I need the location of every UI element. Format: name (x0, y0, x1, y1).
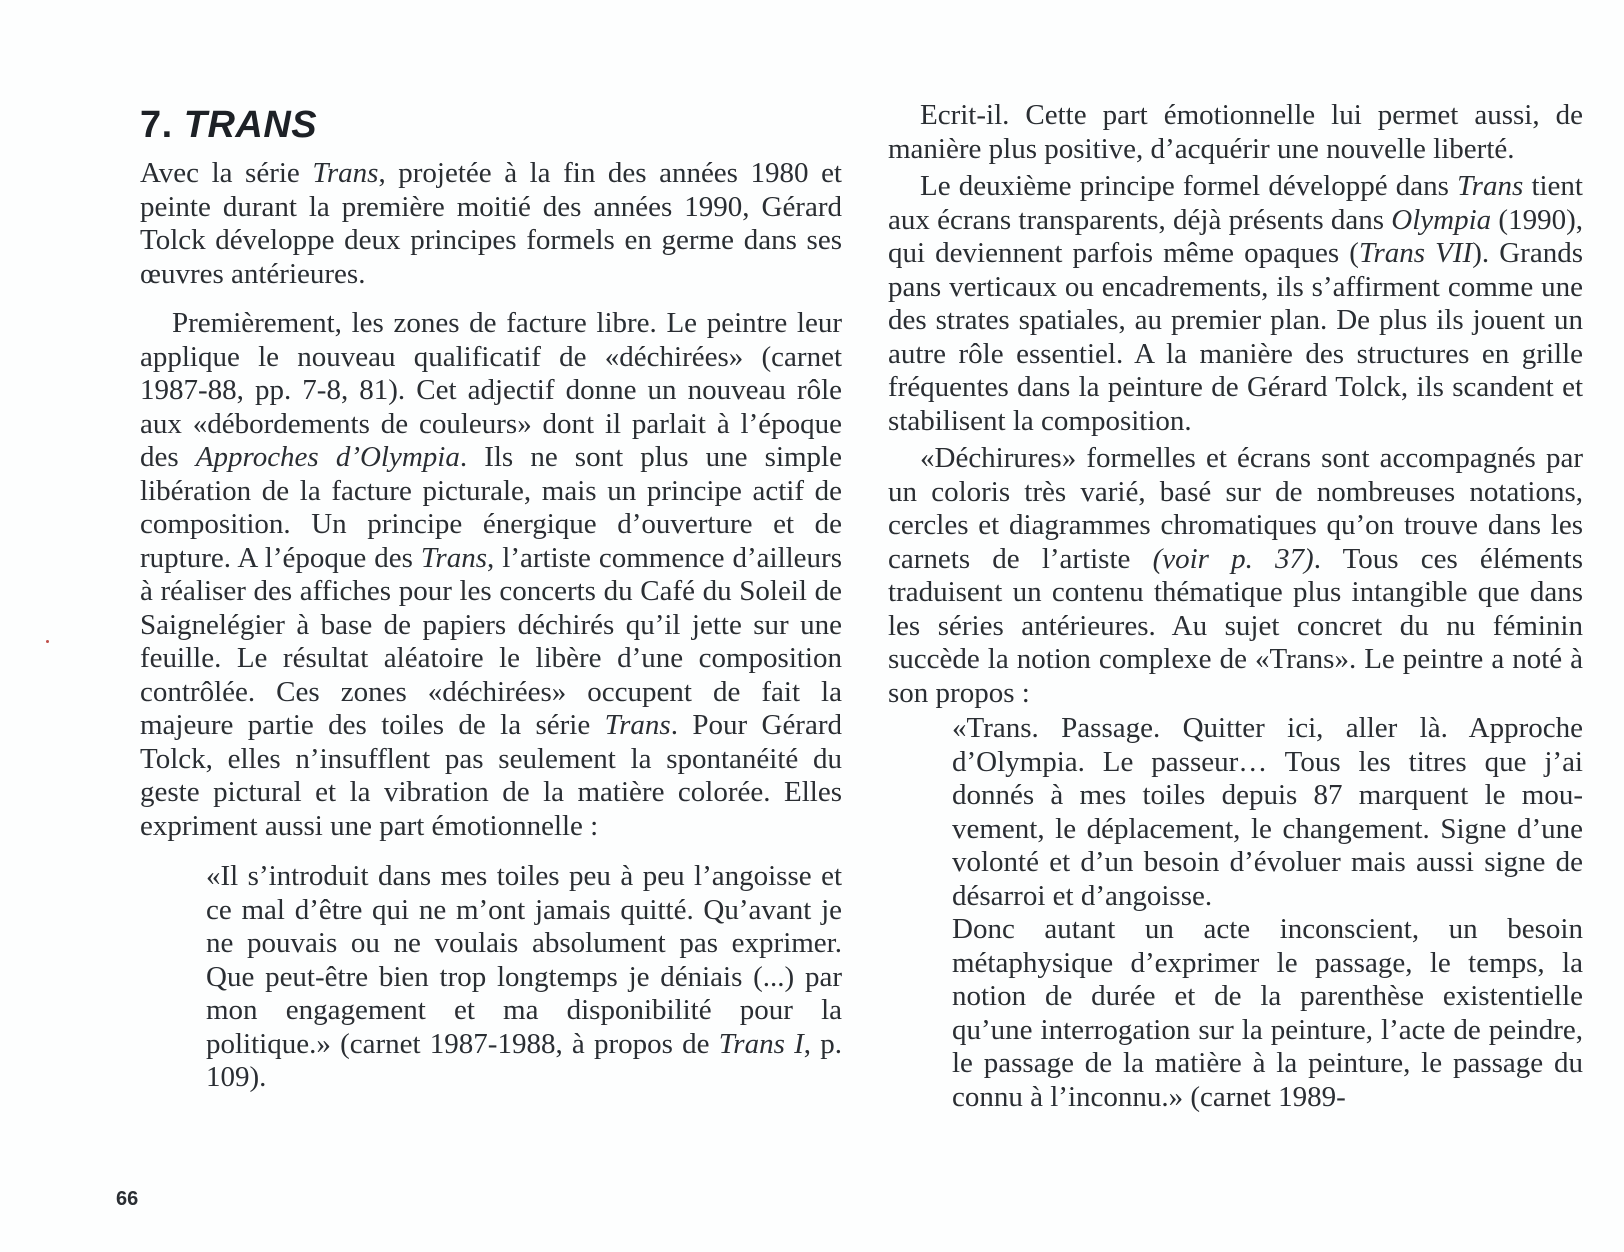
stray-ink-dot (46, 640, 49, 643)
right-paragraph-2: Le deuxième principe formel développé dans Trans tient aux écrans transparents, déjà présents dans Olympia (1990), qui deviennent parfois même opaques (Trans VII). Grands pans verticaux ou encadrements, ils s’affirment comme une des strates spatiales, au premier plan. De plus ils jouent un autre rôle essentiel. A la manière des structures en grille fréquentes dans la peinture de Gérard Tolck, ils scandent et stabilisent la composition. (888, 170, 1583, 437)
right-quote-2: Donc autant un acte inconscient, un besoin métaphysique d’exprimer le passage, le temps, la notion de durée et de la parenthèse existentielle qu’une interrogation sur la peinture, l’acte de peindre, le passage de la matière à la peinture, le passage du connu à l’inconnu.» (carnet 1989- (952, 913, 1583, 1113)
right-paragraph-3: «Déchirures» formelles et écrans sont accompagnés par un coloris très varié, basé sur de nombreuses notations, cercles et diagrammes chromatiques qu’on trouve dans les carnets de l’artiste (voir p. 37). Tous ces éléments traduisent un contenu thématique plus intangible que dans les séries antérieures. Au sujet concret du nu féminin succède la notion complexe de «Trans». Le peintre a noté à son propos : (888, 442, 1583, 709)
chapter-number: 7. (140, 104, 173, 146)
page-number: 66 (116, 1188, 139, 1210)
left-column (140, 0, 842, 1095)
left-quote: «Il s’introduit dans mes toiles peu à peu l’angoisse et ce mal d’être qui ne m’ont jamais quitté. Qu’avant je ne pouvais ou ne voulais absolument pas exprimer. Que peut-être bien trop longtemps je déniais (...) par mon engagement et ma disponibilité pour la politique.» (carnet 1987-1988, à propos de Trans I, p. 109). (206, 860, 842, 1093)
left-paragraph-2: Premièrement, les zones de facture libre. Le peintre leur applique le nouveau qualificatif de «déchirées» (carnet 1987-88, pp. 7-8, 81). Cet adjectif donne un nouveau rôle aux «débordements de couleurs» dont il parlait à l’époque des Approches d’Olympia. Ils ne sont plus une simple libération de la facture picturale, mais un principe actif de composition. Un principe énergique d’ouverture et de rupture. A l’époque des Trans, l’artiste commence d’ailleurs à réaliser des affiches pour les concerts du Café du Soleil de Saignelégier à base de papiers déchirés qu’il jette sur une feuille. Le résultat aléatoire le libère d’une composition contrôlée. Ces zones «déchirées» occupent de fait la majeure partie des toiles de la série Trans. Pour Gérard Tolck, elles n’insufflent pas seulement la spontanéité du geste pictural et la vibration de la matière colorée. Elles expriment aussi une part émotionnelle : (140, 307, 842, 842)
chapter-title-word: TRANS (183, 104, 318, 146)
left-paragraph-1: Avec la série Trans, projetée à la fin des années 1980 et peinte durant la première moitié des années 1990, Gérard Tolck développe deux principes formels en germe dans ses œuvres antérieures. (140, 157, 842, 290)
right-quote-1: «Trans. Passage. Quitter ici, aller là. Approche d’Olympia. Le passeur… Tous les titres que j’ai donnés à mes toiles depuis 87 marquent le mouvement, le déplacement, le changement. Signe d’une volonté et d’un besoin d’évoluer mais aussi signe de désarroi et d’angoisse. (952, 712, 1583, 912)
right-column (888, 0, 1583, 1114)
right-paragraph-1: Ecrit-il. Cette part émotionnelle lui permet aussi, de manière plus positive, d’acquérir une nouvelle liberté. (888, 99, 1583, 165)
